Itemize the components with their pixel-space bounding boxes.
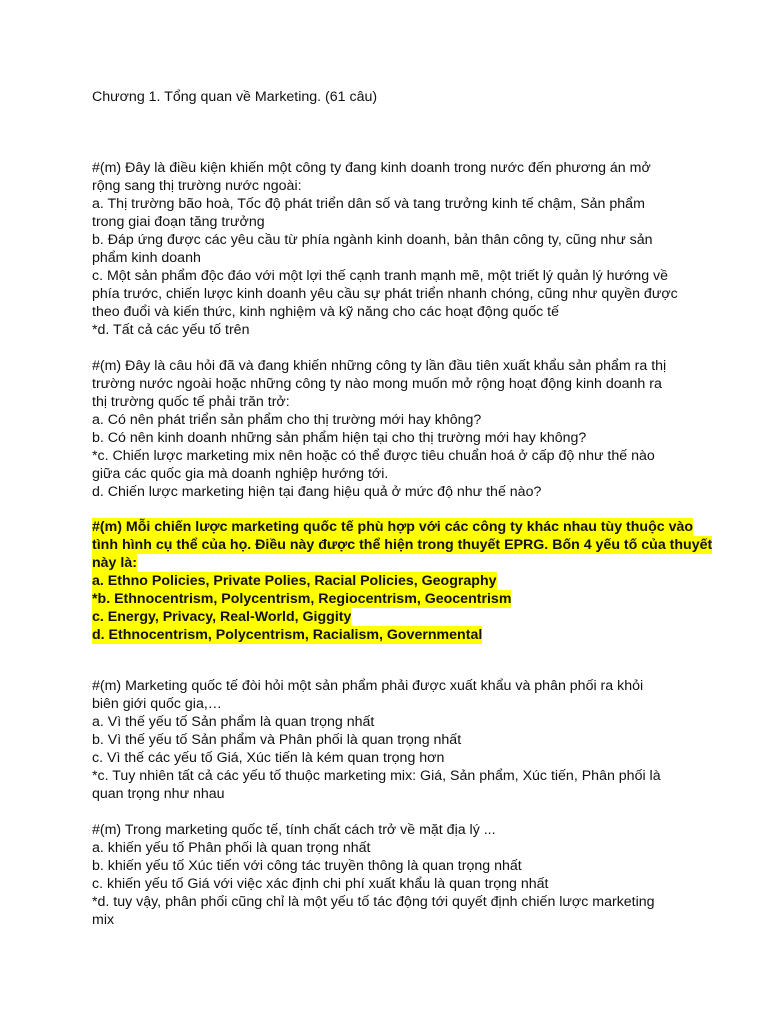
answer-option-line: d. Chiến lược marketing hiện tại đang hiệu quả ở mức độ như thế nào? bbox=[92, 484, 542, 500]
question-block bbox=[92, 159, 692, 339]
answer-option-line: theo đuổi và kiến thức, kinh nghiệm và kỹ năng cho các hoạt động quốc tế bbox=[92, 304, 559, 320]
answer-option-line: c. Vì thế các yếu tố Giá, Xúc tiến là kém quan trọng hơn bbox=[92, 750, 445, 766]
highlighted-question-block bbox=[92, 518, 713, 644]
question-line: trường nước ngoài hoặc những công ty nào mong muốn mở rộng hoạt động kinh doanh ra bbox=[92, 376, 662, 392]
answer-option-line: trong giai đoạn tăng trưởng bbox=[92, 214, 265, 230]
question-line: #(m) Mỗi chiến lược marketing quốc tế phù hợp với các công ty khác nhau tùy thuộc vào bbox=[92, 519, 694, 535]
answer-option-line: b. Vì thế yếu tố Sản phẩm và Phân phối là quan trọng nhất bbox=[92, 732, 462, 748]
correct-answer-line: *c. Tuy nhiên tất cả các yếu tố thuộc marketing mix: Giá, Sản phẩm, Xúc tiến, Phân phối là bbox=[92, 768, 661, 784]
answer-option-line: d. Ethnocentrism, Polycentrism, Racialism, Governmental bbox=[92, 627, 483, 643]
question-block bbox=[92, 357, 692, 501]
answer-option-line: b. Có nên kinh doanh những sản phẩm hiện tại cho thị trường mới hay không? bbox=[92, 430, 587, 446]
answer-option-line: phía trước, chiến lược kinh doanh yêu cầu sự phát triển nhanh chóng, cũng như quyền được bbox=[92, 286, 678, 302]
question-line: rộng sang thị trường nước ngoài: bbox=[92, 178, 302, 194]
answer-option-line: b. khiến yếu tố Xúc tiến với công tác truyền thông là quan trọng nhất bbox=[92, 858, 522, 874]
question-line: #(m) Trong marketing quốc tế, tính chất cách trở về mặt địa lý ... bbox=[92, 822, 496, 838]
question-line: #(m) Đây là câu hỏi đã và đang khiến những công ty lần đầu tiên xuất khẩu sản phẩm ra thị bbox=[92, 358, 667, 374]
question-line: #(m) Đây là điều kiện khiến một công ty đang kinh doanh trong nước đến phương án mở bbox=[92, 160, 651, 176]
correct-answer-line: *c. Chiến lược marketing mix nên hoặc có thể được tiêu chuẩn hoá ở cấp độ như thế nào bbox=[92, 448, 655, 464]
answer-option-line: phẩm kinh doanh bbox=[92, 250, 201, 266]
correct-answer-line: *d. Tất cả các yếu tố trên bbox=[92, 322, 250, 338]
correct-answer-line: *d. tuy vậy, phân phối cũng chỉ là một yếu tố tác động tới quyết định chiến lược marketing bbox=[92, 894, 655, 910]
question-block bbox=[92, 677, 692, 803]
correct-answer-line: giữa các quốc gia mà doanh nghiệp hướng tới. bbox=[92, 466, 389, 482]
answer-option-line: a. Thị trường bão hoà, Tốc độ phát triển dân số và tang trưởng kinh tế chậm, Sản phẩm bbox=[92, 196, 645, 212]
question-block bbox=[92, 821, 692, 929]
question-line: biên giới quốc gia,… bbox=[92, 696, 222, 712]
answer-option-line: c. khiến yếu tố Giá với việc xác định chi phí xuất khẩu là quan trọng nhất bbox=[92, 876, 549, 892]
question-line: tình hình cụ thể của họ. Điều này được thể hiện trong thuyết EPRG. Bốn 4 yếu tố của thuyết bbox=[92, 537, 713, 553]
chapter-title: Chương 1. Tổng quan về Marketing. (61 câu) bbox=[92, 89, 378, 105]
question-line: thị trường quốc tế phải trăn trở: bbox=[92, 394, 290, 410]
answer-option-line: a. Có nên phát triển sản phẩm cho thị trường mới hay không? bbox=[92, 412, 482, 428]
question-line: này là: bbox=[92, 555, 137, 571]
correct-answer-line: mix bbox=[92, 912, 115, 928]
question-line: #(m) Marketing quốc tế đòi hỏi một sản phẩm phải được xuất khẩu và phân phối ra khỏi bbox=[92, 678, 644, 694]
correct-answer-line: quan trọng như nhau bbox=[92, 786, 225, 802]
answer-option-line: b. Đáp ứng được các yêu cầu từ phía ngành kinh doanh, bản thân công ty, cũng như sản bbox=[92, 232, 653, 248]
answer-option-line: a. Vì thế yếu tố Sản phẩm là quan trọng nhất bbox=[92, 714, 375, 730]
answer-option-line: a. Ethno Policies, Private Polies, Racial Policies, Geography bbox=[92, 573, 497, 589]
answer-option-line: c. Một sản phẩm độc đáo với một lợi thế cạnh tranh mạnh mẽ, một triết lý quản lý hướng về bbox=[92, 268, 669, 284]
answer-option-line: a. khiến yếu tố Phân phối là quan trọng nhất bbox=[92, 840, 371, 856]
correct-answer-line: *b. Ethnocentrism, Polycentrism, Regiocentrism, Geocentrism bbox=[92, 591, 512, 607]
answer-option-line: c. Energy, Privacy, Real-World, Giggity bbox=[92, 609, 352, 625]
